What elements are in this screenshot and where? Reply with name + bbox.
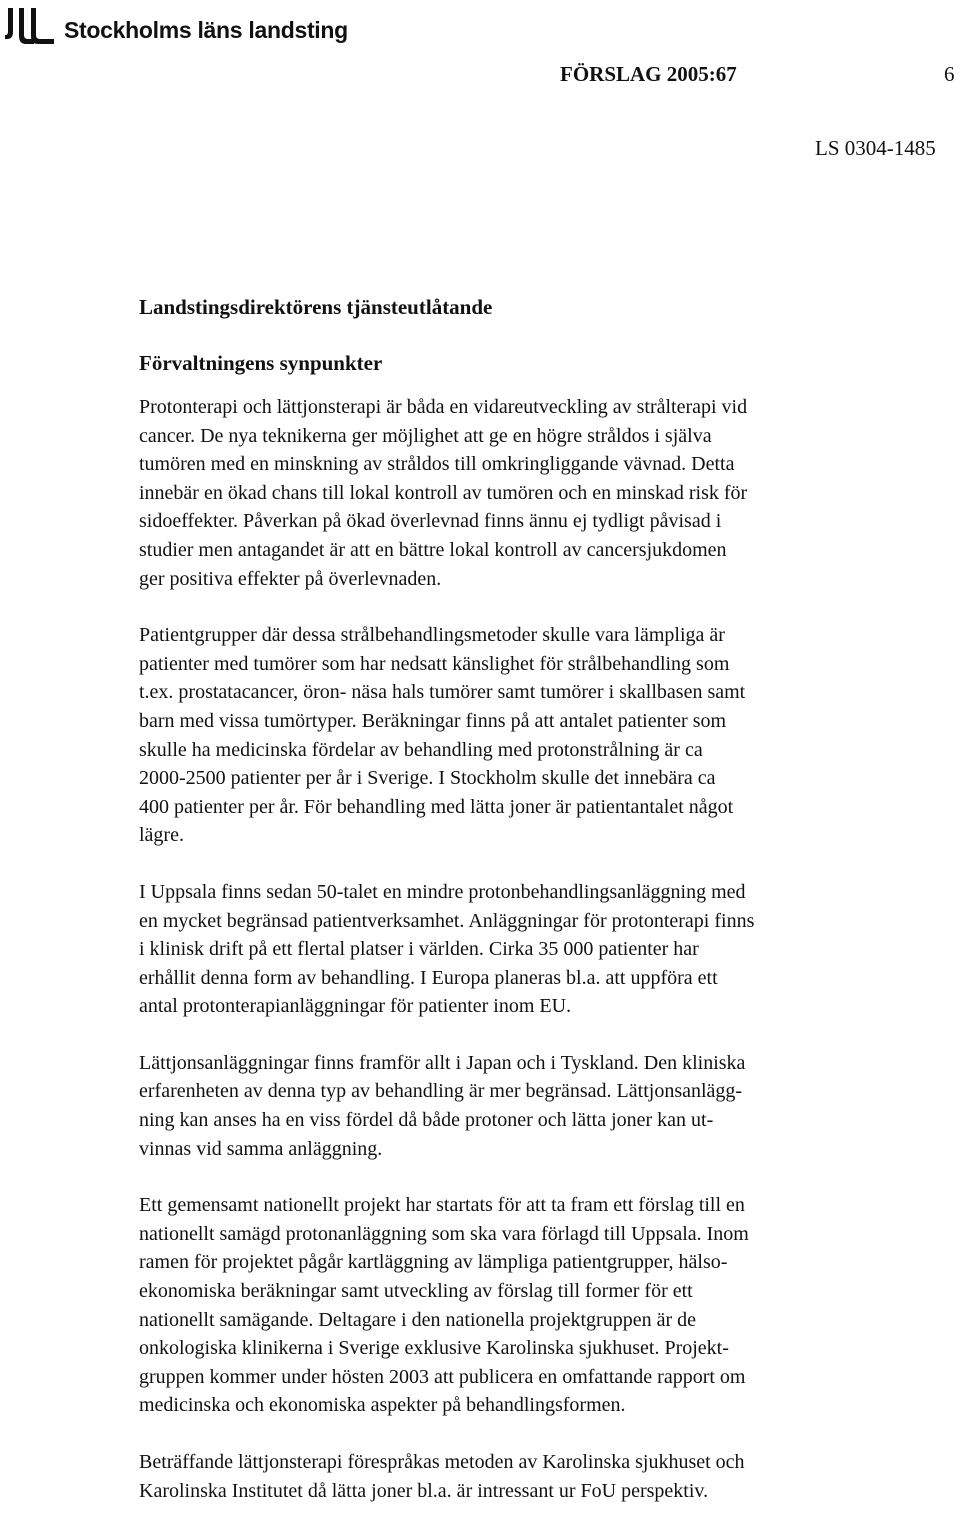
text-line: nationellt samägd protonanläggning som ska vara förlagd till Uppsala. Inom bbox=[139, 1222, 749, 1245]
text-line: tumören med en minskning av stråldos till omkringliggande vävnad. Detta bbox=[139, 453, 735, 476]
text-line: innebär en ökad chans till lokal kontroll av tumören och en minskad risk för bbox=[139, 481, 748, 504]
text-line: gruppen kommer under hösten 2003 att publicera en omfattande rapport om bbox=[139, 1365, 746, 1388]
text-line: onkologiska klinikerna i Sverige exklusive Karolinska sjukhuset. Projekt- bbox=[139, 1337, 729, 1360]
ls-number: LS 0304-1485 bbox=[815, 136, 936, 160]
text-line: antal protonterapianläggningar för patienter inom EU. bbox=[139, 995, 572, 1018]
text-line: I Uppsala finns sedan 50-talet en mindre protonbehandlingsanläggning med bbox=[139, 880, 746, 903]
text-line: ning kan anses ha en viss fördel då både protoner och lätta joner kan ut- bbox=[139, 1109, 714, 1132]
logo bbox=[4, 4, 348, 48]
text-line: Ett gemensamt nationellt projekt har startats för att ta fram ett förslag till en bbox=[139, 1194, 745, 1217]
page-number: 6 bbox=[944, 62, 955, 86]
text-line: patienter med tumörer som har nedsatt känslighet för strålbehandling som bbox=[139, 652, 730, 675]
text-line: 400 patienter per år. För behandling med lätta joner är patientantalet något bbox=[139, 795, 734, 818]
text-line: 2000-2500 patienter per år i Sverige. I Stockholm skulle det innebära ca bbox=[139, 767, 716, 790]
text-line: Beträffande lättjonsterapi förespråkas metoden av Karolinska sjukhuset och bbox=[139, 1451, 745, 1473]
text-line: en mycket begränsad patientverksamhet. Anläggningar för protonterapi finns bbox=[139, 909, 755, 932]
text-line: ekonomiska beräkningar samt utveckling av förslag till former för ett bbox=[139, 1280, 693, 1303]
text-line: studier men antagandet är att en bättre lokal kontroll av cancersjukdomen bbox=[139, 538, 727, 561]
text-line: t.ex. prostatacancer, öron- näsa hals tumörer samt tumörer i skallbasen samt bbox=[139, 681, 746, 704]
text-line: i klinisk drift på ett flertal platser i världen. Cirka 35 000 patienter har bbox=[139, 938, 699, 961]
text-line: Protonterapi och lättjonsterapi är båda en vidareutveckling av strålterapi vid bbox=[139, 396, 748, 418]
document-id: FÖRSLAG 2005:67 bbox=[560, 62, 737, 86]
document-title: Landstingsdirektörens tjänsteutlåtande bbox=[139, 295, 493, 319]
sll-logo-icon bbox=[4, 6, 56, 46]
text-line: vinnas vid samma anläggning. bbox=[139, 1137, 383, 1160]
text-line: erhållit denna form av behandling. I Europa planeras bl.a. att uppföra ett bbox=[139, 966, 718, 989]
text-line: medicinska och ekonomiska aspekter på behandlingsformen. bbox=[139, 1394, 626, 1417]
text-line: cancer. De nya teknikerna ger möjlighet att ge en högre stråldos i själva bbox=[139, 424, 712, 447]
paragraph-4 bbox=[139, 1049, 904, 1163]
text-line: skulle ha medicinska fördelar av behandling med protonstrålning är ca bbox=[139, 738, 703, 761]
logo-text: Stockholms läns landsting bbox=[64, 16, 348, 43]
paragraph-2 bbox=[139, 621, 904, 850]
text-line: sidoeffekter. Påverkan på ökad överlevnad finns ännu ej tydligt påvisad i bbox=[139, 510, 722, 533]
text-line: barn med vissa tumörtyper. Beräkningar finns på att antalet patienter som bbox=[139, 709, 727, 732]
paragraph-1 bbox=[139, 393, 904, 593]
text-line: ger positiva effekter på överlevnaden. bbox=[139, 567, 442, 590]
paragraph-5 bbox=[139, 1191, 904, 1420]
text-line: Lättjonsanläggningar finns framför allt i Japan och i Tyskland. Den kliniska bbox=[139, 1051, 746, 1074]
text-line: Patientgrupper där dessa strålbehandlingsmetoder skulle vara lämpliga är bbox=[139, 624, 725, 647]
text-line: erfarenheten av denna typ av behandling är mer begränsad. Lättjonsanlägg- bbox=[139, 1080, 743, 1103]
text-line: nationellt samägande. Deltagare i den nationella projektgruppen är de bbox=[139, 1308, 697, 1331]
section-heading: Förvaltningens synpunkter bbox=[139, 351, 383, 375]
paragraph-6 bbox=[139, 1448, 904, 1505]
text-line: Karolinska Institutet då lätta joner bl.a. är intressant ur FoU perspektiv. bbox=[139, 1479, 709, 1502]
text-line: lägre. bbox=[139, 824, 184, 847]
paragraph-3 bbox=[139, 878, 904, 1021]
text-line: ramen för projektet pågår kartläggning av lämpliga patientgrupper, hälso- bbox=[139, 1251, 728, 1274]
document-body bbox=[139, 293, 904, 1533]
